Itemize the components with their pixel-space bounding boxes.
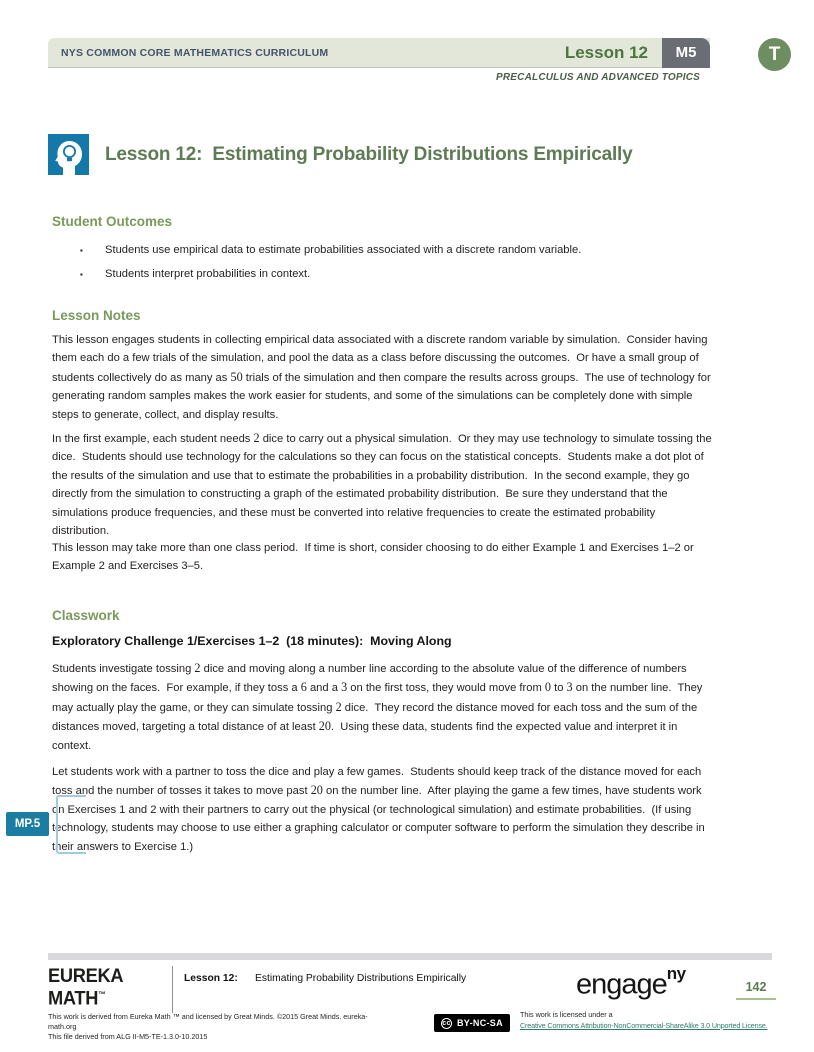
teacher-edition-badge: T	[758, 38, 791, 71]
bullet-icon: ▪	[80, 246, 83, 255]
mp-bracket	[56, 795, 86, 854]
footer-vertical-rule	[172, 966, 173, 1013]
license-pre-text: This work is licensed under a	[520, 1010, 613, 1019]
mp-standard-badge: MP.5	[6, 812, 49, 836]
header-bar	[48, 38, 710, 68]
curriculum-label: NYS COMMON CORE MATHEMATICS CURRICULUM	[61, 46, 329, 59]
classwork-paragraph-2: Let students work with a partner to toss the dice and play a few games. Students should keep track of the distance moved for each toss and the number of tosses it takes to move past 20 on the number line. After playing the game a few times, have students work on Exercises 1 and 2 with their partners to carry out the physical (or technological simulation) and estimate probabilities. (If using technology, students may choose to use either a graphing calculator or computer software to perform the simulation they describe in their answers to Exercise 1.)	[52, 766, 708, 853]
page-title: Lesson 12: Estimating Probability Distributions Empirically	[105, 143, 633, 165]
trademark-symbol: ™	[98, 990, 106, 999]
outcome-text: Students use empirical data to estimate probabilities associated with a discrete random variable.	[105, 244, 582, 256]
lesson-number-label: Lesson 12	[564, 42, 648, 62]
notes-paragraph-1: This lesson engages students in collecting empirical data associated with a discrete random variable by simulation. Consider having them each do a few trials of the simulation, and pool the data as a class before discussing the outcomes. Or have a small group of students collectively do as many as 50 trials of the simulation and then compare the results across groups. The use of technology for generating random samples makes the work easier for students, and some of the simulations can be completely done with simple steps to generate, collect, and display results.	[52, 334, 714, 421]
bullet-icon: ▪	[80, 270, 83, 279]
module-badge: M5	[662, 38, 710, 68]
license-text	[520, 1010, 768, 1031]
subject-label: PRECALCULUS AND ADVANCED TOPICS	[496, 72, 700, 83]
footer-lesson-line	[184, 973, 466, 984]
eureka-math-logo	[48, 966, 124, 1010]
lightbulb-head-icon	[48, 134, 89, 175]
attribution-line-1: This work is derived from Eureka Math ™ and licensed by Great Minds. ©2015 Great Minds. eureka-math.org	[48, 1012, 368, 1031]
attribution-text	[48, 1012, 388, 1042]
lesson-notes-heading: Lesson Notes	[52, 308, 141, 323]
notes-paragraph-2: In the first example, each student needs 2 dice to carry out a physical simulation. Or they may use technology to simulate tossing the dice. Students should use technology for the calculations so they can focus on the statistical concepts. Students make a dot plot of the results of the simulation and use that to estimate the probabilities in a probability distribution. In the second example, they go directly from the simulation to constructing a graph of the estimated probability distribution. Be sure they understand that the simulations produce frequencies, and these must be converted into relative frequencies to create the estimated probability distribution.	[52, 431, 715, 538]
engage-ny-sup: ny	[666, 964, 686, 983]
section-student-outcomes	[52, 214, 712, 290]
outcome-text: Students interpret probabilities in context.	[105, 268, 311, 280]
creative-commons-icon: cc	[442, 1019, 451, 1027]
eureka-logo-line1: EUREKA	[48, 966, 124, 987]
student-outcomes-heading: Student Outcomes	[52, 214, 173, 229]
cc-license-badge	[434, 1014, 510, 1032]
footer-lesson-title: Estimating Probability Distributions Empirically	[255, 973, 467, 984]
list-item	[52, 242, 712, 259]
challenge-heading: Exploratory Challenge 1/Exercises 1–2 (18 minutes): Moving Along	[52, 634, 452, 648]
footer-lesson-label: Lesson 12:	[184, 973, 238, 984]
outcomes-list	[52, 242, 712, 283]
classwork-paragraph-1: Students investigate tossing 2 dice and moving along a number line according to the absolute value of the difference of numbers showing on the faces. For example, if they toss a 6 and a 3 on the first toss, they would move from 0 to 3 on the number line. They may actually play the game, or they can simulate tossing 2 dice. They record the distance moved for each toss and the sum of the distances moved, targeting a total distance of at least 20. Using these data, students find the expected value and interpret it in context.	[52, 661, 706, 752]
classwork-heading: Classwork	[52, 608, 120, 623]
page-number: 142	[736, 980, 776, 1000]
license-link[interactable]: Creative Commons Attribution-NonCommercial-ShareAlike 3.0 Unported License.	[520, 1020, 768, 1030]
notes-paragraph-3: This lesson may take more than one class period. If time is short, consider choosing to do either Example 1 and Exercises 1–2 or Example 2 and Exercises 3–5.	[52, 542, 697, 573]
engage-ny-logo: engage$^{ny}$	[576, 964, 686, 1001]
footer-divider-bar	[48, 953, 772, 960]
attribution-line-2: This file derived from ALG II-M5-TE-1.3.0-10.2015	[48, 1032, 208, 1041]
cc-badge-label: BY-NC-SA	[457, 1018, 503, 1028]
list-item	[52, 266, 712, 283]
eureka-logo-line2: MATH™	[48, 988, 106, 1010]
title-row	[48, 134, 760, 175]
